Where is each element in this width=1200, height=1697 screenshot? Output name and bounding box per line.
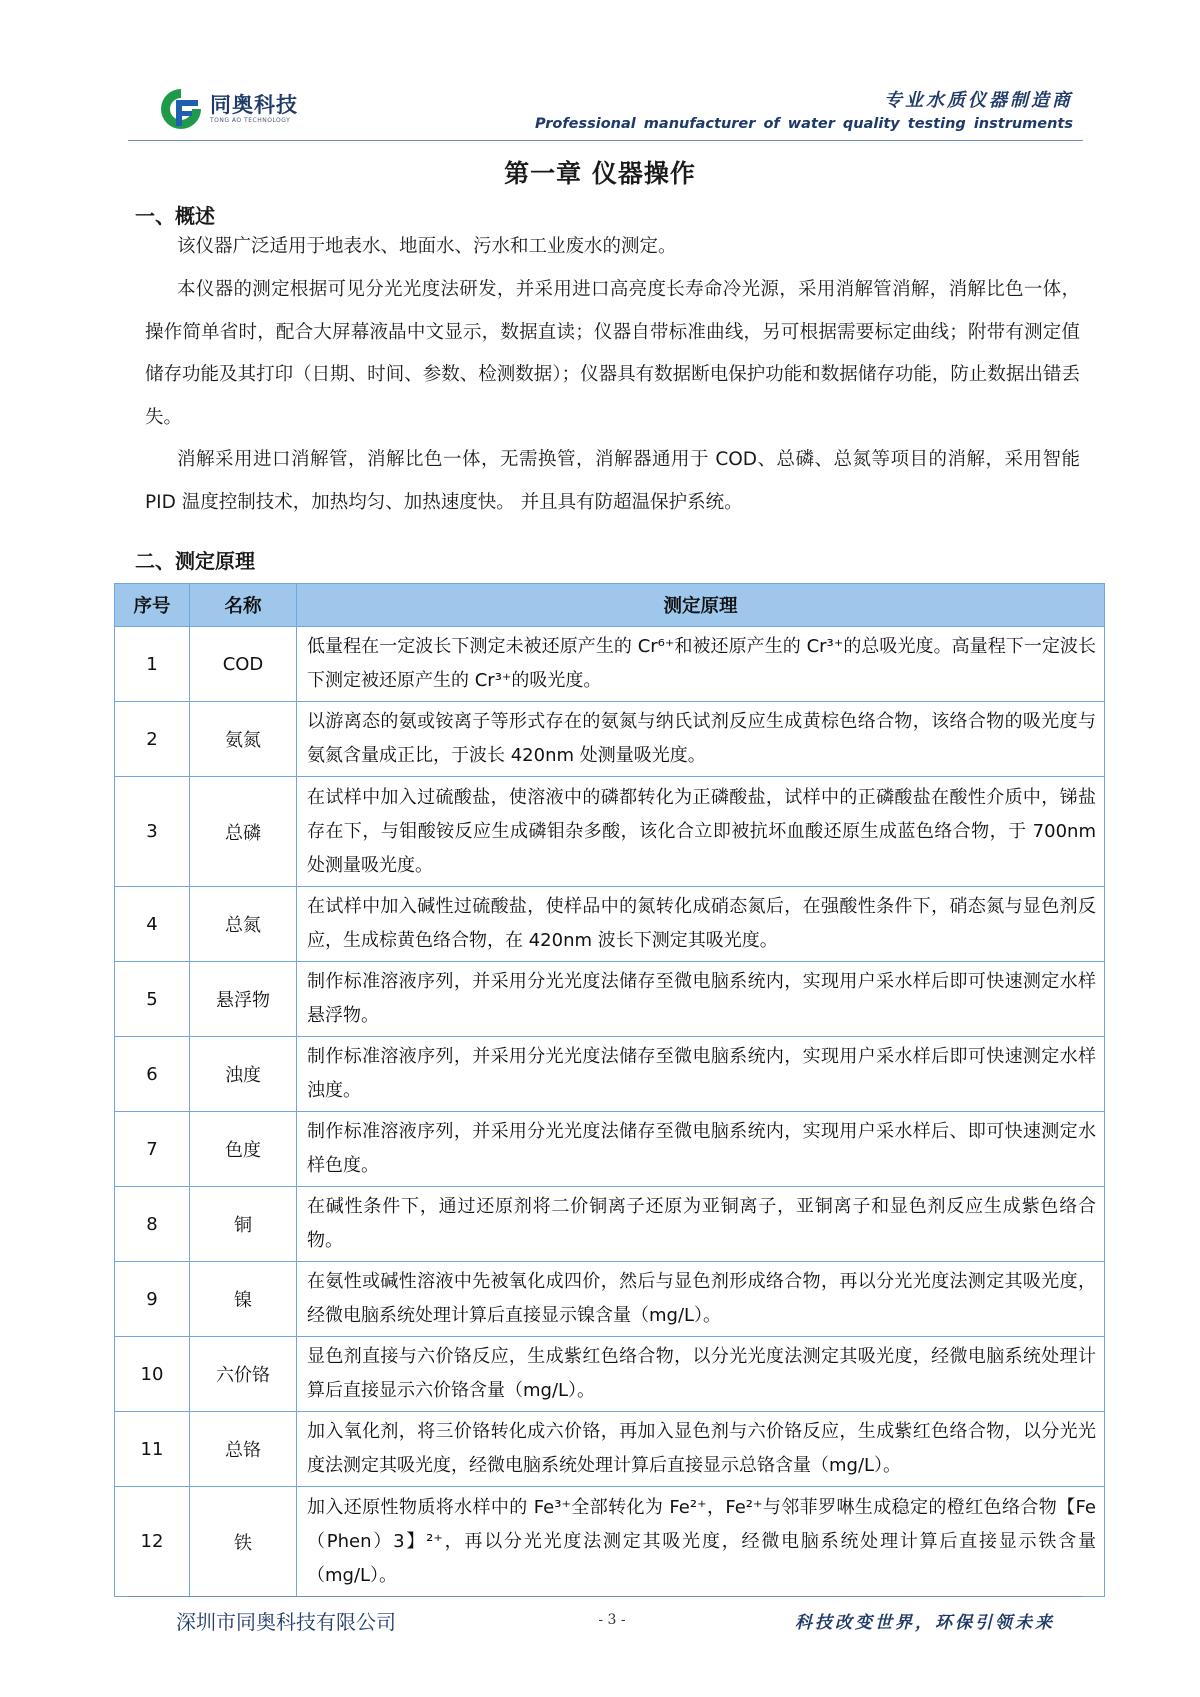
row-name: 总磷 xyxy=(190,777,297,887)
row-principle: 在试样中加入过硫酸盐，使溶液中的磷都转化为正磷酸盐，试样中的正磷酸盐在酸性介质中，锑盐存在下，与钼酸铵反应生成磷钼杂多酸，该化合立即被抗坏血酸还原生成蓝色络合物，于 700nm 处测量吸光度。 xyxy=(297,777,1105,887)
footer-slogan: 科技改变世界，环保引领未来 xyxy=(795,1613,1055,1633)
row-name: 色度 xyxy=(190,1112,297,1187)
row-number: 11 xyxy=(115,1412,190,1487)
logo-name: 同奥科技 xyxy=(210,93,298,117)
table-row xyxy=(115,702,1105,777)
page-number: - 3 - xyxy=(598,1612,626,1628)
section-heading-overview: 一、概述 xyxy=(135,204,215,228)
paragraph: 消解采用进口消解管，消解比色一体，无需换管，消解器通用于 COD、总磷、总氮等项目的消解，采用智能 PID 温度控制技术，加热均匀、加热速度快。 并且具有防超温保护系统。 xyxy=(145,449,1080,513)
row-number: 6 xyxy=(115,1037,190,1112)
row-principle: 以游离态的氨或铵离子等形式存在的氨氮与纳氏试剂反应生成黄棕色络合物，该络合物的吸光度与氨氮含量成正比，于波长 420nm 处测量吸光度。 xyxy=(297,702,1105,777)
logo-mark-icon xyxy=(158,86,204,132)
row-name: 总氮 xyxy=(190,887,297,962)
header-tagline xyxy=(535,86,1073,132)
row-number: 8 xyxy=(115,1187,190,1262)
row-principle: 显色剂直接与六价铬反应，生成紫红色络合物，以分光光度法测定其吸光度，经微电脑系统处理计算后直接显示六价铬含量（mg/L）。 xyxy=(297,1337,1105,1412)
table-row xyxy=(115,962,1105,1037)
table-row xyxy=(115,887,1105,962)
row-principle: 加入氧化剂，将三价铬转化成六价铬，再加入显色剂与六价铬反应，生成紫红色络合物，以分光光度法测定其吸光度，经微电脑系统处理计算后直接显示总铬含量（mg/L）。 xyxy=(297,1412,1105,1487)
row-number: 12 xyxy=(115,1487,190,1597)
tagline-en: Professional manufacturer of water quality testing instruments xyxy=(535,116,1073,132)
principle-table xyxy=(114,583,1105,1597)
logo-subtitle: TONG AO TECHNOLOGY xyxy=(210,117,291,124)
column-header-principle: 测定原理 xyxy=(297,584,1105,627)
row-principle: 低量程在一定波长下测定未被还原产生的 Cr⁶⁺和被还原产生的 Cr³⁺的总吸光度。高量程下一定波长下测定被还原产生的 Cr³⁺的吸光度。 xyxy=(297,627,1105,702)
row-principle: 在氨性或碱性溶液中先被氧化成四价，然后与显色剂形成络合物，再以分光光度法测定其吸光度，经微电脑系统处理计算后直接显示镍含量（mg/L）。 xyxy=(297,1262,1105,1337)
row-principle: 制作标准溶液序列，并采用分光光度法储存至微电脑系统内，实现用户采水样后即可快速测定水样浊度。 xyxy=(297,1037,1105,1112)
row-principle: 制作标准溶液序列，并采用分光光度法储存至微电脑系统内，实现用户采水样后、即可快速测定水样色度。 xyxy=(297,1112,1105,1187)
row-name: 氨氮 xyxy=(190,702,297,777)
row-name: 镍 xyxy=(190,1262,297,1337)
table-row xyxy=(115,1337,1105,1412)
chapter-title: 第一章 仪器操作 xyxy=(504,159,696,188)
row-number: 5 xyxy=(115,962,190,1037)
row-name: 总铬 xyxy=(190,1412,297,1487)
row-number: 1 xyxy=(115,627,190,702)
table-row xyxy=(115,1262,1105,1337)
table-header-row xyxy=(115,584,1105,627)
table-row xyxy=(115,1412,1105,1487)
paragraph: 本仪器的测定根据可见分光光度法研发，并采用进口高亮度长寿命冷光源，采用消解管消解，消解比色一体，操作简单省时，配合大屏幕液晶中文显示，数据直读；仪器自带标准曲线，另可根据需要标定曲线；附带有测定值储存功能及其打印（日期、时间、参数、检测数据）；仪器具有数据断电保护功能和数据储存功能，防止数据出错丢失。 xyxy=(145,279,1080,428)
row-number: 7 xyxy=(115,1112,190,1187)
table-row xyxy=(115,1487,1105,1597)
section-heading-principle: 二、测定原理 xyxy=(135,549,255,573)
page-header xyxy=(128,78,1083,141)
row-name: 铜 xyxy=(190,1187,297,1262)
row-name: 铁 xyxy=(190,1487,297,1597)
tagline-cn: 专业水质仪器制造商 xyxy=(884,90,1073,111)
row-name: 六价铬 xyxy=(190,1337,297,1412)
paragraph: 该仪器广泛适用于地表水、地面水、污水和工业废水的测定。 xyxy=(177,236,677,257)
row-number: 10 xyxy=(115,1337,190,1412)
table-row xyxy=(115,1037,1105,1112)
row-name: 浊度 xyxy=(190,1037,297,1112)
row-number: 3 xyxy=(115,777,190,887)
table-row xyxy=(115,627,1105,702)
row-principle: 在试样中加入碱性过硫酸盐，使样品中的氮转化成硝态氮后，在强酸性条件下，硝态氮与显色剂反应，生成棕黄色络合物，在 420nm 波长下测定其吸光度。 xyxy=(297,887,1105,962)
row-number: 9 xyxy=(115,1262,190,1337)
row-principle: 加入还原性物质将水样中的 Fe³⁺全部转化为 Fe²⁺，Fe²⁺与邻菲罗啉生成稳定的橙红色络合物【Fe（Phen）3】²⁺，再以分光光度法测定其吸光度，经微电脑系统处理计算后直接显示铁含量（mg/L）。 xyxy=(297,1487,1105,1597)
row-principle: 在碱性条件下，通过还原剂将二价铜离子还原为亚铜离子，亚铜离子和显色剂反应生成紫色络合物。 xyxy=(297,1187,1105,1262)
row-number: 2 xyxy=(115,702,190,777)
row-number: 4 xyxy=(115,887,190,962)
footer-company: 深圳市同奥科技有限公司 xyxy=(176,1610,396,1634)
footer-divider xyxy=(128,1596,1083,1597)
table-row xyxy=(115,1112,1105,1187)
row-name: 悬浮物 xyxy=(190,962,297,1037)
column-header-number: 序号 xyxy=(115,584,190,627)
table-row xyxy=(115,777,1105,887)
column-header-name: 名称 xyxy=(190,584,297,627)
row-principle: 制作标准溶液序列，并采用分光光度法储存至微电脑系统内，实现用户采水样后即可快速测定水样悬浮物。 xyxy=(297,962,1105,1037)
company-logo xyxy=(158,86,298,132)
table-row xyxy=(115,1187,1105,1262)
row-name: COD xyxy=(190,627,297,702)
